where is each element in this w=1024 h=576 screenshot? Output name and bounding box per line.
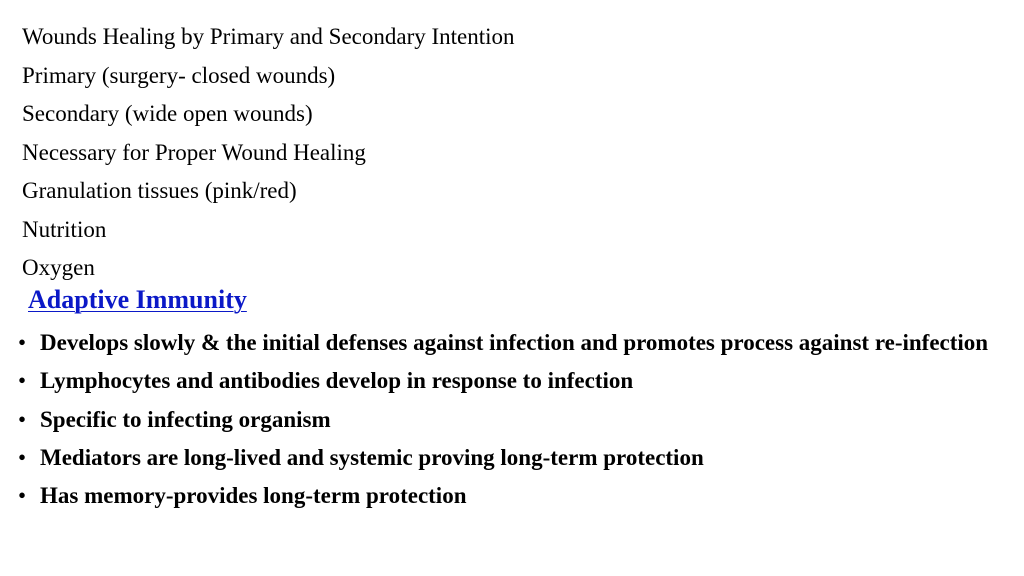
bullet-icon: •	[18, 483, 27, 509]
bullet-text: Specific to infecting organism	[40, 406, 331, 432]
bullet-text: Has memory-provides long-term protection	[40, 483, 467, 509]
bullet-item-specific	[18, 406, 1018, 433]
bullet-text: Lymphocytes and antibodies develop in response to infection	[40, 368, 634, 394]
bullet-icon: •	[18, 368, 27, 394]
text-line-necessary: Necessary for Proper Wound Healing	[22, 139, 366, 165]
text-line-granulation: Granulation tissues (pink/red)	[22, 178, 297, 203]
text-line-primary: Primary (surgery- closed wounds)	[22, 62, 336, 88]
bullet-text: Mediators are long-lived and systemic proving long-term protection	[40, 444, 704, 470]
text-line-oxygen: Oxygen	[22, 255, 95, 280]
adaptive-immunity-heading: Adaptive Immunity	[28, 285, 247, 314]
adaptive-immunity-bullet-list	[18, 329, 1018, 520]
text-line-wounds-healing: Wounds Healing by Primary and Secondary Intention	[22, 24, 515, 49]
bullet-icon: •	[18, 406, 27, 432]
bullet-item-develops-slowly	[18, 329, 1018, 356]
bullet-icon: •	[18, 330, 27, 355]
bullet-icon: •	[18, 444, 27, 470]
bullet-text: Develops slowly & the initial defenses against infection and promotes process against re-infection	[40, 330, 989, 355]
bullet-item-memory	[18, 482, 1018, 509]
text-line-secondary: Secondary (wide open wounds)	[22, 101, 313, 126]
bullet-item-mediators	[18, 444, 1018, 471]
bullet-item-lymphocytes	[18, 367, 1018, 394]
intro-text-block	[22, 18, 1002, 288]
text-line-nutrition: Nutrition	[22, 216, 107, 242]
